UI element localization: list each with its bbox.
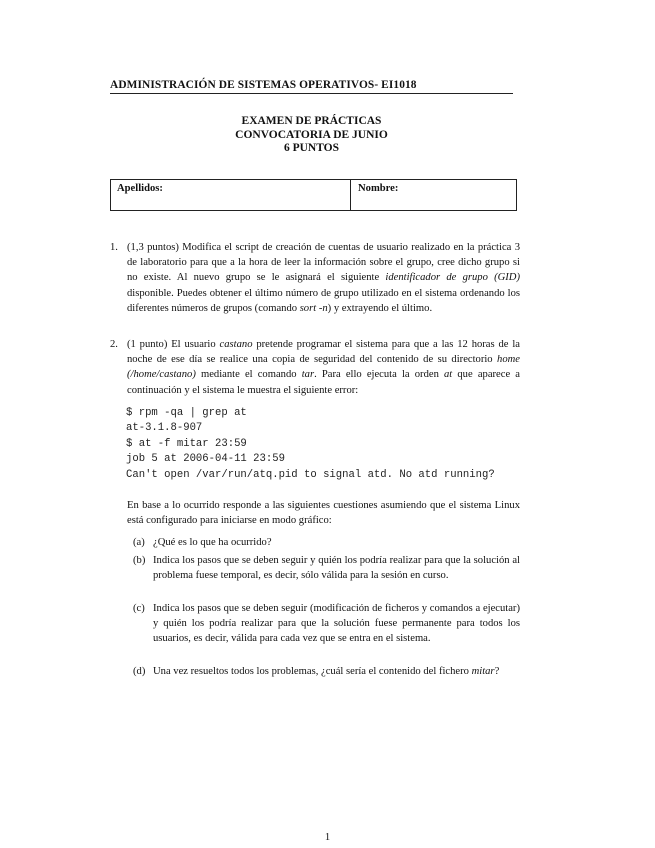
namebox-divider: [350, 180, 351, 210]
page-number: 1: [324, 832, 331, 843]
question-2-intro: En base a lo ocurrido responde a las siguientes cuestiones asumiendo que el sistema Linux está configurado para iniciarse en modo gráfico:: [127, 500, 520, 527]
question-2-text: (1 punto) El usuario castano pretende programar el sistema para que a las 12 horas de la noche de ese día se realice una copia de seguridad del contenido de su directorio home (/home/castano) mediante el comando tar. Para ello ejecuta la orden at que aparece a continuación y el sistema le muestra el siguiente error:: [127, 339, 520, 396]
question-1-text: (1,3 puntos) Modifica el script de creación de cuentas de usuario realizado en la práctica 3 de laboratorio para que a la hora de leer la información sobre el grupo, cree dicho grupo si no existe. Al nuevo grupo se le asignará el siguiente identificador de grupo (GID) disponible. Puedes obtener el último número de grupo utilizado en el sistema ordenando los diferentes números de grupos (comando sort -n) y extrayendo el último.: [127, 242, 520, 314]
code-line: $ at -f mitar 23:59: [126, 437, 247, 450]
code-line: job 5 at 2006-04-11 23:59: [126, 453, 285, 466]
subquestion-d: [127, 664, 520, 679]
subquestion-text: Una vez resueltos todos los problemas, ¿cuál sería el contenido del fichero mitar?: [153, 666, 500, 677]
name-label: Nombre:: [358, 183, 399, 194]
exam-session: CONVOCATORIA DE JUNIO: [235, 128, 388, 141]
subquestion-c: [127, 601, 520, 647]
subquestion-b: [127, 553, 520, 583]
question-2-number: 2.: [110, 339, 118, 350]
question-2: [110, 337, 520, 398]
course-title: ADMINISTRACIÓN DE SISTEMAS OPERATIVOS- EI1018: [110, 79, 417, 91]
subquestion-label: (c): [133, 603, 145, 614]
question-1: [110, 240, 520, 316]
exam-title: EXAMEN DE PRÁCTICAS: [241, 115, 382, 127]
subquestion-text: Indica los pasos que se deben seguir (modificación de ficheros y comandos a ejecutar) y quién los podría realizar para que la solución fuese permanente para todos los usuarios, es decir, válida para cada vez que se entra en el sistema.: [153, 603, 520, 645]
terminal-output: [126, 406, 546, 483]
subquestion-text: Indica los pasos que se deben seguir y quién los podría realizar para que la solución al problema fuese temporal, es decir, sólo válida para la sesión en curso.: [153, 555, 520, 582]
code-line: $ rpm -qa | grep at: [126, 407, 247, 419]
subquestion-text: ¿Qué es lo que ha ocurrido?: [153, 537, 272, 548]
header-rule: [110, 93, 513, 94]
student-name-box: [110, 179, 517, 211]
surname-label: Apellidos:: [117, 183, 163, 194]
subquestion-label: (b): [133, 555, 146, 566]
subquestion-label: (d): [133, 666, 146, 677]
subquestion-label: (a): [133, 537, 145, 548]
code-line: at-3.1.8-907: [126, 422, 203, 435]
question-1-number: 1.: [110, 242, 118, 253]
exam-points: 6 PUNTOS: [283, 142, 340, 155]
exam-heading: [110, 115, 513, 156]
code-line: Can't open /var/run/atq.pid to signal atd. No atd running?: [126, 468, 495, 481]
subquestion-a: [127, 535, 520, 550]
